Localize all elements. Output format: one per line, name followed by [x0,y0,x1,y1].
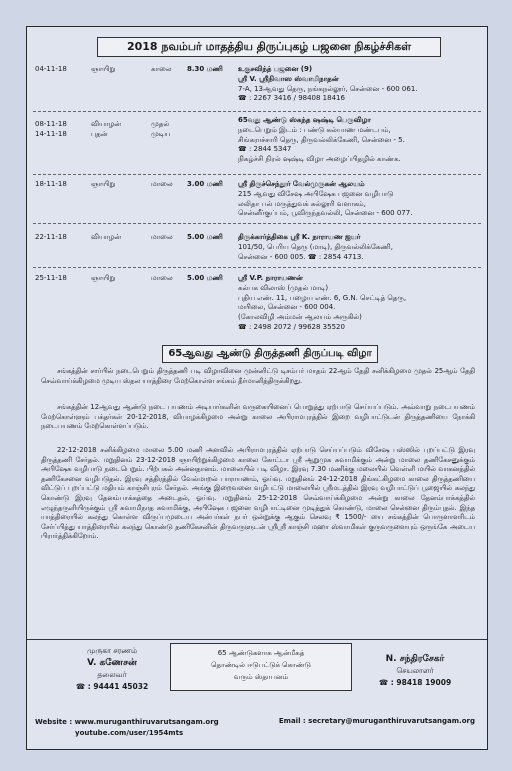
event-details [238,274,406,333]
event-date: 14-11-18 [35,129,67,138]
event-line: (கோலவிழி அம்மன் ஆலயம் அருகில்) [238,313,362,322]
event-line: 7-A, 13ஆவது தெரு, நங்கநல்லூர், சென்னை - 600 061. [238,84,418,93]
divider [33,174,481,175]
event-date: 22-11-18 [35,233,67,241]
event-line: ☎ : 2844 5347 [238,145,292,154]
event-details [238,180,412,219]
event-line: ஸ்ரீ V.P. நாராயணன் [238,274,303,282]
secretary-signature [365,653,465,689]
event-date: 18-11-18 [35,180,67,188]
event-line: ஸ்ரீ V. ஸ்ரீநிவாஸ ஸ்வாமிநாதன் [238,74,339,83]
event-line: உகுசவிந்த் பஜனை (9) [238,65,313,73]
signature-name: V. கணேசன் [87,658,137,668]
divider [33,267,481,268]
divider [33,111,481,112]
event-time: 5.00 மணி [187,233,223,241]
event-date: 25-11-18 [35,274,67,282]
event-day: வியாழன் [91,120,122,128]
event-line: புதிய எண். 11, பழைய எண். 6, G.N. செட்டித் தெரு, [238,293,407,302]
signature-phone: ☎ : 94441 45032 [75,682,149,691]
event-line: திருக்கார்த்திகை ஸ்ரீ K. நாராயண ஐயர் [238,233,361,241]
event-day: ஞாயிறு [91,65,116,73]
event-session: மாலை [151,274,173,282]
website-links [35,717,219,739]
event-session: மாலை [151,233,173,241]
event-details [238,233,393,262]
event-day: ஞாயிறு [91,274,116,282]
event-day: ஞாயிறு [91,180,116,188]
footer-divider [27,639,487,640]
event-session: காலை [151,65,172,73]
signature-phone: ☎ : 98418 19009 [378,678,452,687]
event-date: 04-11-18 [35,65,67,73]
event-line: 101/50, பெரிய தெரு (மாடி), திருவல்லிக்கேணி, [238,242,393,251]
event-line: ஸ்ரீ திருச்செந்தூர் வேல்முருகன் ஆலயம் [238,180,365,188]
paragraph: சங்கத்தின் 12ஆவது ஆண்டு நடை பயணம் அடியார்களின் வருகையினைப் பொறுத்து ஏற்பாடு செய்யப்படும். அவ்வாறு நடைபயணம் மேற்கொள்ளும் பக்தர்கள் 20-12-2018, வியாழக்கிழமை அன்று காலை அபிராமபுரத்தில் இறை வழிபாட்டுடன் திருத்தணியை நோக்கி நடைபயணம் மேற்கொள்ளப்படும். [41,403,475,431]
event-line: 65வது ஆண்டு ஸ்கந்த ஷஷ்டி பெருவிழா [238,116,371,124]
event-session: மாலை [151,180,173,188]
slogan-line: 65 ஆண்டுகளாக ஆன்மீகத் [217,649,305,657]
event-line: மயிலை, சென்னை - 600 004. [238,303,336,312]
event-line: லலிதா பல் மருத்துவக் கல்லூரி வளாகம், [238,199,366,208]
event-time: 3.00 மணி [187,180,223,188]
event-time: 5.00 மணி [187,274,223,282]
event-line: சென்னை - 600 005. ☎ : 2854 4713. [238,252,364,261]
event-day: வியாழன் [91,233,122,241]
paragraph: சங்கத்தின் சார்பில் நடைபெறும் திருத்தணி படி விழாவினை முன்னிட்டு டிசம்பர் மாதம் 22ஆம் தேதி சனிக்கிழமை முதல் 25ஆம் தேதி செவ்வாய்க்கிழமை முடிய ஸ்தல யாத்திரை மேற்கொள்ள சங்கம் தீர்மானித்திருக்கிறது. [41,367,475,385]
event-session-range [151,120,170,140]
event-session: முதல் [151,120,170,128]
event-line: நிகழ்ச்சி நிரல் ஷஷ்டி விழா அழைப்பிதழில் காண்க. [238,155,401,164]
signature-role: செயலாளர் [396,666,434,675]
event-time: 8.30 மணி [187,65,223,73]
slogan-line: வரும் ஸ்தாபனம் [233,673,289,681]
divider [33,223,481,224]
event-details [238,116,405,165]
slogan-line: தொண்டில் ஈடுபட்டுக் கொண்டு [211,661,311,669]
event-line: சென்னீர்குப்பம், பூவிருந்தவல்லி, சென்னை - 600 077. [238,209,413,218]
event-row [35,274,479,336]
signature-name: N. சந்திரசேகர் [385,654,445,664]
event-line: ☎ : 2267 3416 / 98408 18416 [238,94,345,103]
page-title: 2018 நவம்பர் மாதத்திய திருப்புகழ் பஜனை நிகழ்ச்சிகள் [97,37,441,57]
website-link[interactable]: Website : www.muruganthiruvarutsangam.org [35,718,219,726]
signature-greeting: முருகா சரணம் [87,646,137,655]
event-row [35,116,479,171]
event-row [35,233,479,267]
event-line: 215 ஆவது விசேஷ அபிஷேக பஜனை வழிபாடு [238,189,394,198]
email-link[interactable]: Email : secretary@muruganthiruvarutsangam.org [278,717,475,725]
event-line: நடைபெறும் இடம் : பண்டு கல்யாண மண்டபம், [238,125,391,134]
youtube-link[interactable]: youtube.com/user/1954mts [75,729,184,737]
event-date-range [35,120,67,140]
event-line: சிங்கராச்சாரி தெரு, திருவல்லிக்கேணி, சென்னை - 5. [238,135,405,144]
signature-role: தலைவர் [97,670,127,679]
event-row [35,65,479,115]
flyer-page [26,26,488,750]
event-date: 08-11-18 [35,120,67,128]
paragraph: 22-12-2018 சனிக்கிழமை மாலை 5.00 மணி அளவில் அபிராமபுரத்தில் ஏற்பாடு செய்யப்படும் விசேஷ பஸ்ஸில் புறப்பட்டு இரவு திருத்தணி சேர்தல். மறுதினம் 23-12-2018 ஞாயிற்றுக்கிழமை காலை கோட்டா ஸ்ரீ ஆறுமுக சுவாமிக்கும் அன்று மாலை தணிகேசனுக்கும் அபிஷேக வழிபாடு நடைபெறும். பிற்பகல் அன்னதானம். மாலையில் படி விழா. இரவு 7.30 மணிக்கு மலையில் வெள்ளி மயில் வாகனத்தில் தணிகேசனை வழிபடுதல். இரவு சத்திரத்தில் வேல்மாறல் பாராயணம், ஓய்வு. மறுதினம் 24-12-2018 திங்கட்கிழமை காலை திருத்தணியை விட்டுப் புறப்பட்டு மதியம் காஞ்சிபுரம் சேர்தல். அங்கு இறைவனை வழிபட்டு மாலையில் ஸ்ரீமடத்தில் இரவு வழிபாட்டுப் பூஜையில் கலந்து கொண்டு இரவு தேனம்பாக்கத்தை அடைதல், ஓய்வு. மறுதினம் 25-12-2018 செவ்வாய்க்கிழமை அன்று காலை தேனம்பாக்கத்தில் எழுந்தருளியிருக்கும் ஸ்ரீ சுவாமிநாத சுவாமிக்கு, அபிஷேக பஜனை வழிபாட்டினை முடித்துக் கொண்டு, மாலை சென்னை திரும்புதல். இந்த யாத்திரையில் கலந்து கொள்ள விருப்பமுடைய அன்பர்கள் நபர் ஒன்றுக்கு ஆகும் செலவு ₹ 1500/- யை சங்கத்தின் பொருளாளரிடம் சேர்ப்பித்து யாத்திரையில் கலந்து கொண்டு தணிகேசனின் திருவருளுடன் ஸ்ரீஸ்ரீ காஞ்சி மஹா ஸ்வாமிகள் குருவருளையும் ஒருங்கே அடைய பிரார்த்திக்கிறோம். [41,446,475,541]
event-row [35,180,479,222]
slogan-box [170,643,352,691]
event-day-range [91,120,121,140]
event-session: முடிய [151,129,171,138]
section-title: 65ஆவது ஆண்டு திருத்தணி திருப்படி விழா [162,345,378,363]
event-details [238,65,418,104]
event-day: புதன் [91,129,108,138]
president-signature [67,645,157,693]
event-line: ☎ : 2498 2072 / 99628 35520 [238,322,345,331]
event-line: கல்பக விலாஸ் (முதல் மாடி) [238,283,329,292]
